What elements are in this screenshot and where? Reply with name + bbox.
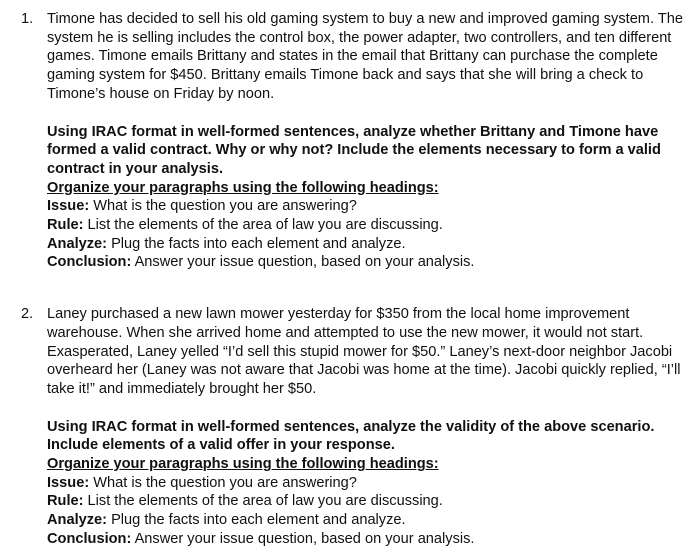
conclusion-label: Conclusion: (47, 254, 132, 271)
rule-line (47, 216, 692, 235)
question-1 (0, 10, 692, 272)
issue-line (47, 474, 692, 493)
analyze-line (47, 235, 692, 254)
analyze-text: Plug the facts into each element and analyze. (107, 235, 406, 252)
issue-label: Issue: (47, 474, 90, 491)
scenario-paragraph: Laney purchased a new lawn mower yesterday for $350 from the local home improvement warehouse. When she arrived home and attempted to use the new mower, it would not start. Exasperated, Laney yelled “I’d sell this stupid mower for $50.” Laney’s next-door neighbor Jacobi overheard her (Laney was not aware that Jacobi was home at the time). Jacobi quickly replied, “I’ll take it!” and immediately brought her $50. (47, 306, 681, 397)
rule-label: Rule: (47, 217, 84, 234)
irac-prompt: Using IRAC format in well-formed sentences, analyze whether Brittany and Timone have formed a valid contract. Why or why not? Include the elements necessary to form a valid contract in your analysis. (47, 123, 661, 177)
analyze-label: Analyze: (47, 235, 108, 252)
issue-text: What is the question you are answering? (89, 198, 357, 215)
rule-text: List the elements of the area of law you are discussing. (83, 493, 443, 510)
rule-line (47, 492, 692, 511)
scenario-paragraph: Timone has decided to sell his old gaming system to buy a new and improved gaming system. The system he is selling includes the control box, the power adapter, two controllers, and ten different games. Timone emails Brittany and states in the email that Brittany can purchase the complete gaming system for $450. Brittany emails Timone back and says that she will bring a check to Timone’s house on Friday by noon. (47, 11, 683, 102)
issue-line (47, 197, 692, 216)
analyze-label: Analyze: (47, 512, 108, 529)
headings-instruction: Organize your paragraphs using the following headings: (47, 179, 439, 196)
question-2 (0, 305, 692, 548)
conclusion-line (47, 530, 692, 549)
rule-text: List the elements of the area of law you are discussing. (83, 217, 443, 234)
question-content (47, 305, 692, 548)
question-content (47, 10, 692, 272)
irac-prompt: Using IRAC format in well-formed sentences, analyze the validity of the above scenario. Include elements of a valid offer in your response. (47, 418, 655, 454)
conclusion-line (47, 253, 692, 272)
conclusion-text: Answer your issue question, based on your analysis. (131, 530, 475, 547)
conclusion-label: Conclusion: (47, 530, 132, 547)
question-number: 2. (21, 306, 34, 323)
issue-label: Issue: (47, 198, 90, 215)
question-number: 1. (21, 11, 34, 27)
conclusion-text: Answer your issue question, based on your analysis. (131, 254, 475, 271)
headings-instruction: Organize your paragraphs using the following headings: (47, 456, 439, 473)
rule-label: Rule: (47, 493, 84, 510)
issue-text: What is the question you are answering? (89, 474, 357, 491)
analyze-line (47, 511, 692, 530)
analyze-text: Plug the facts into each element and analyze. (107, 512, 406, 529)
